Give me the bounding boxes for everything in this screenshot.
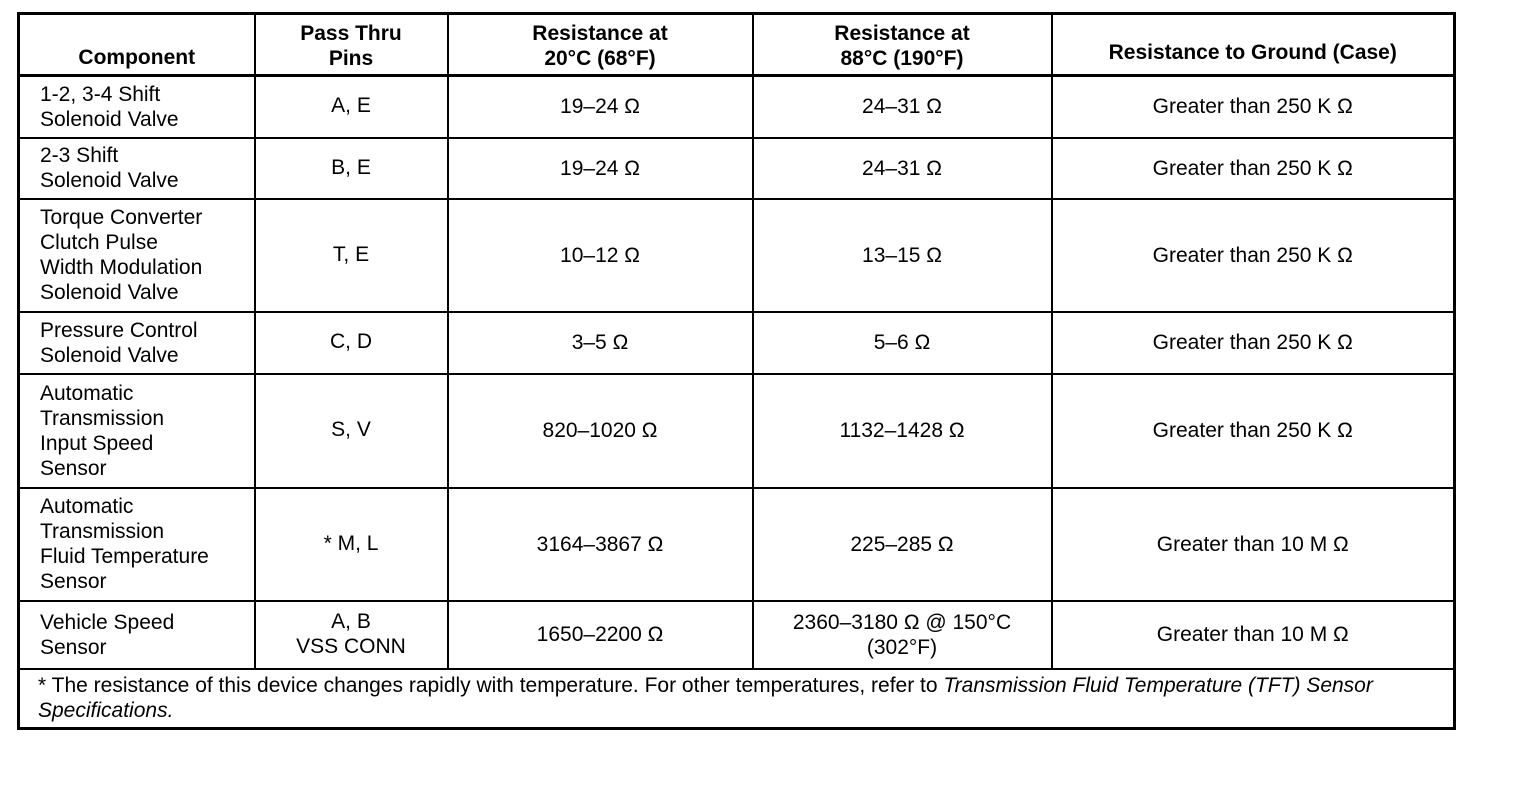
component-cell: Torque Converter Clutch Pulse Width Modulation Solenoid Valve (19, 199, 255, 312)
header-resistance-88c: Resistance at 88°C (190°F) (753, 14, 1052, 76)
header-component: Component (19, 14, 255, 76)
table-row (19, 138, 1455, 199)
component-cell: Vehicle Speed Sensor (19, 601, 255, 669)
table-row (19, 312, 1455, 374)
header-resistance-20c: Resistance at 20°C (68°F) (448, 14, 753, 76)
component-cell: Automatic Transmission Input Speed Sensor (19, 374, 255, 488)
pins-cell: S, V (255, 374, 448, 488)
table-row (19, 601, 1455, 669)
component-cell: 2-3 Shift Solenoid Valve (19, 138, 255, 199)
resistance-88c-cell: 24–31 Ω (753, 76, 1052, 138)
header-pass-thru-pins: Pass Thru Pins (255, 14, 448, 76)
resistance-ground-cell: Greater than 250 K Ω (1052, 312, 1455, 374)
component-cell: Pressure Control Solenoid Valve (19, 312, 255, 374)
resistance-ground-cell: Greater than 250 K Ω (1052, 138, 1455, 199)
resistance-20c-cell: 3–5 Ω (448, 312, 753, 374)
resistance-20c-cell: 19–24 Ω (448, 76, 753, 138)
resistance-88c-cell: 24–31 Ω (753, 138, 1052, 199)
resistance-ground-cell: Greater than 10 M Ω (1052, 488, 1455, 601)
header-row (19, 14, 1455, 76)
footnote-reference: Transmission Fluid Temperature (TFT) Sensor Specifications. (38, 673, 1373, 722)
resistance-88c-cell: 1132–1428 Ω (753, 374, 1052, 488)
footnote-text: * The resistance of this device changes rapidly with temperature. For other temperatures, refer to (38, 673, 944, 697)
table-row (19, 76, 1455, 138)
pins-cell: B, E (255, 138, 448, 199)
resistance-88c-cell: 13–15 Ω (753, 199, 1052, 312)
resistance-20c-cell: 19–24 Ω (448, 138, 753, 199)
resistance-88c-cell: 225–285 Ω (753, 488, 1052, 601)
resistance-88c-cell: 5–6 Ω (753, 312, 1052, 374)
pins-cell: C, D (255, 312, 448, 374)
resistance-20c-cell: 820–1020 Ω (448, 374, 753, 488)
pins-cell: A, E (255, 76, 448, 138)
header-resistance-to-ground: Resistance to Ground (Case) (1052, 14, 1455, 76)
component-cell: Automatic Transmission Fluid Temperature Sensor (19, 488, 255, 601)
resistance-ground-cell: Greater than 250 K Ω (1052, 199, 1455, 312)
footnote (19, 669, 1455, 729)
resistance-88c-cell: 2360–3180 Ω @ 150°C (302°F) (753, 601, 1052, 669)
pins-cell: A, B VSS CONN (255, 601, 448, 669)
table-row (19, 199, 1455, 312)
resistance-20c-cell: 3164–3867 Ω (448, 488, 753, 601)
component-cell: 1-2, 3-4 Shift Solenoid Valve (19, 76, 255, 138)
resistance-20c-cell: 10–12 Ω (448, 199, 753, 312)
resistance-20c-cell: 1650–2200 Ω (448, 601, 753, 669)
resistance-spec-table (17, 12, 1456, 730)
resistance-ground-cell: Greater than 10 M Ω (1052, 601, 1455, 669)
pins-cell: T, E (255, 199, 448, 312)
resistance-ground-cell: Greater than 250 K Ω (1052, 374, 1455, 488)
pins-cell: * M, L (255, 488, 448, 601)
table-row (19, 488, 1455, 601)
footnote-row (19, 669, 1455, 729)
table-row (19, 374, 1455, 488)
resistance-ground-cell: Greater than 250 K Ω (1052, 76, 1455, 138)
